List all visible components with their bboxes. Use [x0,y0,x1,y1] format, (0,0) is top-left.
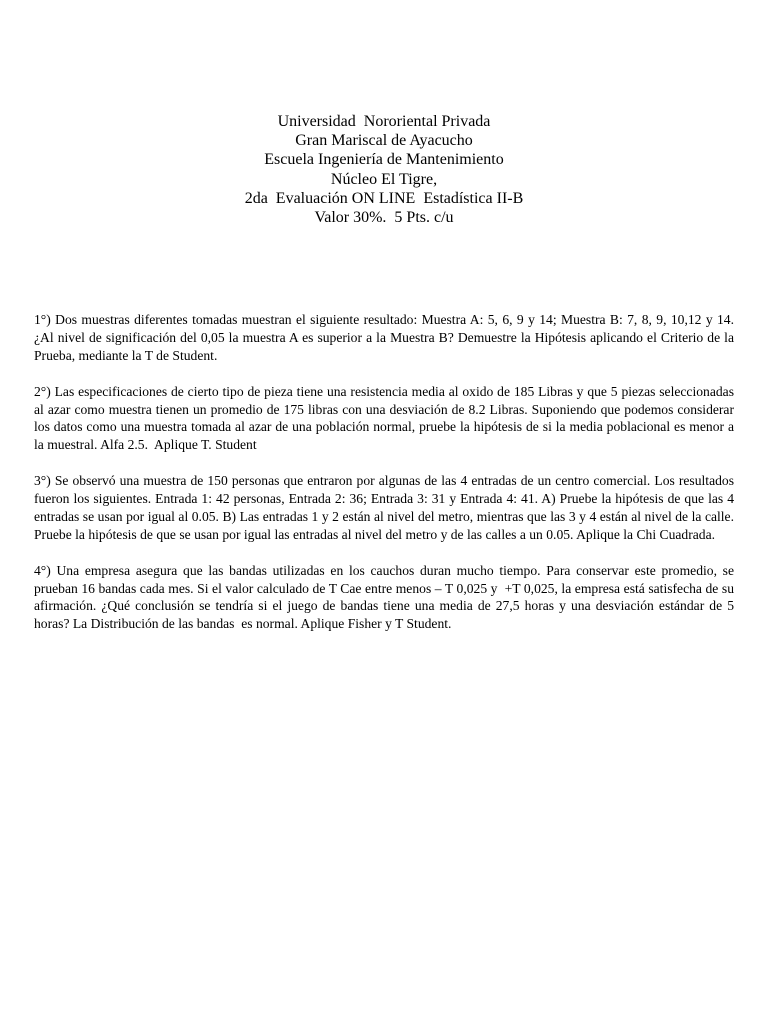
campus-name: Núcleo El Tigre, [330,170,438,188]
question-1: 1°) Dos muestras diferentes tomadas muestran el siguiente resultado: Muestra A: 5, 6, 9 y 14; Muestra B: 7, 8, 9, 10,12 y 14. ¿Al nivel de significación del 0,05 la muestra A es superior a la Muestra B? Demuestre la Hipótesis aplicando el Criterio de la Prueba, mediante la T de Student. [34,312,738,363]
question-2: 2°) Las especificaciones de cierto tipo de pieza tiene una resistencia media al oxido de 185 Libras y que 5 piezas seleccionadas al azar como muestra tienen un promedio de 175 libras con una desviación de 8.2 Libras. Suponiendo que podemos considerar los datos como una muestra tomada al azar de una población normal, pruebe la hipótesis de si la media poblacional es menor a la muestral. Alfa 2.5. Aplique T. Student [34,383,738,453]
question-4: 4°) Una empresa asegura que las bandas utilizadas en los cauchos duran mucho tiempo. Para conservar este promedio, se prueban 16 bandas cada mes. Si el valor calculado de T Cae entre menos – T 0,025 y +T 0,025, la empresa está satisfecha de su afirmación. ¿Qué conclusión se tendría si el juego de bandas tiene una media de 27,5 horas y una desviación estándar de 5 horas? La Distribución de las bandas es normal. Aplique Fisher y T Student. [34,562,738,632]
school-name: Escuela Ingeniería de Mantenimiento [264,151,504,169]
question-3: 3°) Se observó una muestra de 150 personas que entraron por algunas de las 4 entradas de un centro comercial. Los resultados fueron los siguientes. Entrada 1: 42 personas, Entrada 2: 36; Entrada 3: 31 y Entrada 4: 41. A) Pruebe la hipótesis de que las 4 entradas se usan por igual al 0.05. B) Las entradas 1 y 2 están al nivel del metro, mientras que las 3 y 4 están al nivel de la calle. Pruebe la hipótesis de que se usan por igual las entradas al nivel del metro y de las calles a un 0.05. Aplique la Chi Cuadrada. [34,473,738,542]
evaluation-title: 2da Evaluación ON LINE Estadística II-B [244,189,524,207]
university-subtitle: Gran Mariscal de Ayacucho [295,132,473,150]
questions-list [34,311,738,651]
evaluation-value: Valor 30%. 5 Pts. c/u [314,209,454,227]
university-name: Universidad Nororiental Privada [277,113,491,130]
document-header [0,112,768,227]
